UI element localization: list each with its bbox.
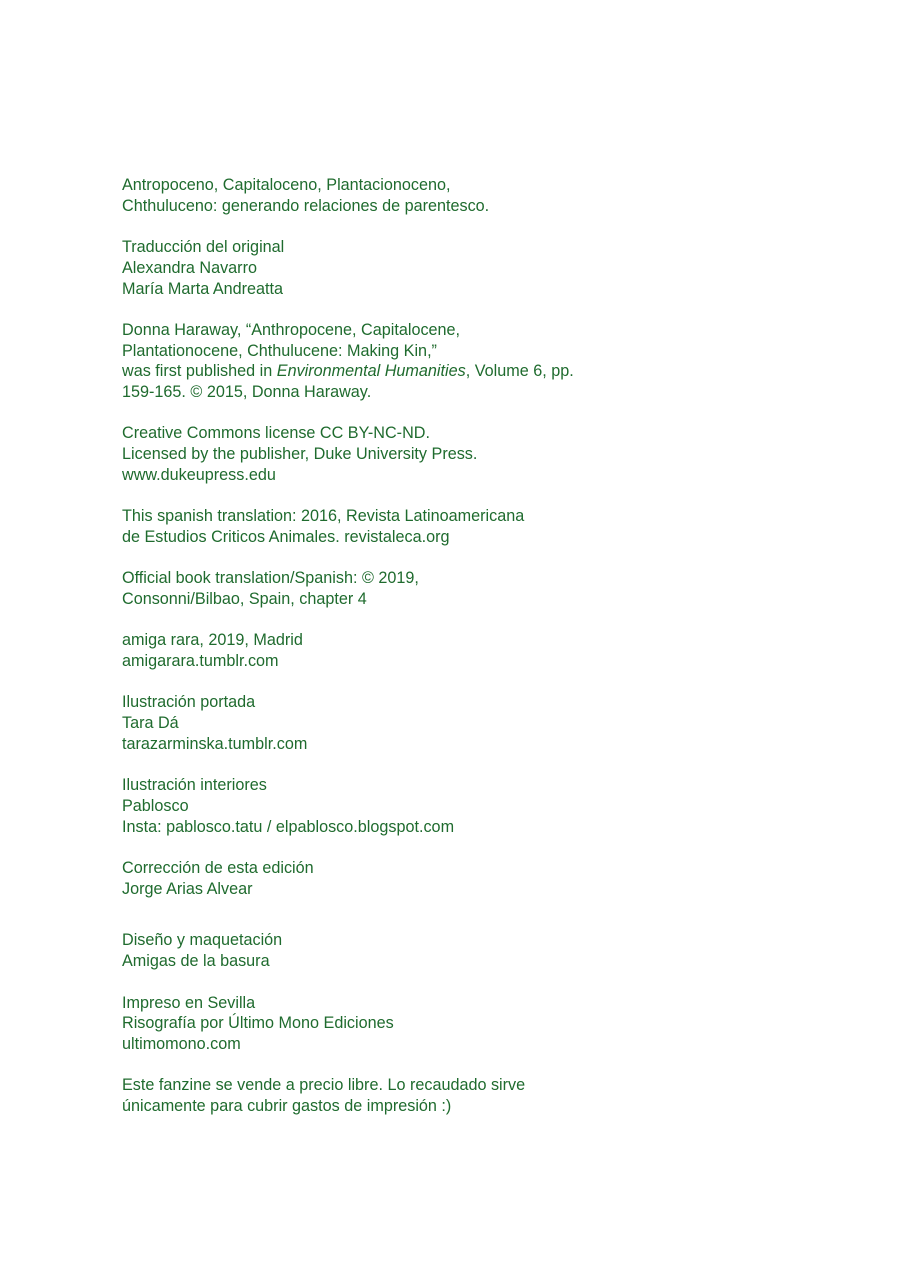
publisher-block xyxy=(122,630,822,671)
price-note-line-1: Este fanzine se vende a precio libre. Lo recaudado sirve xyxy=(122,1076,526,1095)
license-line-1: Creative Commons license CC BY-NC-ND. xyxy=(122,424,430,443)
printing-url: ultimomono.com xyxy=(122,1034,241,1053)
printing-line-1: Impreso en Sevilla xyxy=(122,993,256,1012)
official-translation-block xyxy=(122,568,822,609)
original-publication xyxy=(122,320,822,403)
design-block xyxy=(122,930,822,971)
original-line-3-prefix: was first published in xyxy=(122,362,277,381)
cover-illustrator-url: tarazarminska.tumblr.com xyxy=(122,734,308,753)
spanish-translation-block xyxy=(122,506,822,547)
title-block xyxy=(122,175,822,216)
title-line-1: Antropoceno, Capitaloceno, Plantacionoceno, xyxy=(122,176,451,194)
price-note-block xyxy=(122,1075,822,1116)
original-line-2: Plantationocene, Chthulucene: Making Kin,” xyxy=(122,341,437,360)
original-line-1: Donna Haraway, “Anthropocene, Capitalocene, xyxy=(122,320,461,339)
license-url: www.dukeupress.edu xyxy=(122,465,276,484)
original-line-3 xyxy=(122,361,822,382)
title-line-2: Chthuluceno: generando relaciones de parentesco. xyxy=(122,196,490,215)
translation-heading: Traducción del original xyxy=(122,238,285,257)
interior-illustration-heading: Ilustración interiores xyxy=(122,776,267,795)
spanish-translation-line-2: de Estudios Criticos Animales. revistaleca.org xyxy=(122,527,450,546)
translation-credits xyxy=(122,237,822,299)
official-translation-line-2: Consonni/Bilbao, Spain, chapter 4 xyxy=(122,589,367,608)
cover-illustration-heading: Ilustración portada xyxy=(122,693,256,712)
price-note-line-2: únicamente para cubrir gastos de impresión :) xyxy=(122,1097,452,1116)
official-translation-line-1: Official book translation/Spanish: © 2019, xyxy=(122,569,419,588)
cover-illustration-block xyxy=(122,692,822,754)
interior-illustrator-name: Pablosco xyxy=(122,796,189,815)
publisher-url: amigarara.tumblr.com xyxy=(122,652,279,671)
printing-block xyxy=(122,993,822,1055)
proofreading-block xyxy=(122,858,822,899)
original-line-3-suffix: , Volume 6, pp. xyxy=(465,362,574,381)
translator-name: Alexandra Navarro xyxy=(122,258,257,277)
original-line-4: 159-165. © 2015, Donna Haraway. xyxy=(122,383,372,401)
interior-illustrator-url: Insta: pablosco.tatu / elpablosco.blogspot.com xyxy=(122,817,455,836)
colophon-page xyxy=(122,175,822,1137)
printing-line-2: Risografía por Último Mono Ediciones xyxy=(122,1014,394,1033)
designer-name: Amigas de la basura xyxy=(122,952,270,971)
interior-illustration-block xyxy=(122,775,822,837)
publisher-line: amiga rara, 2019, Madrid xyxy=(122,631,303,650)
license-line-2: Licensed by the publisher, Duke University Press. xyxy=(122,445,478,464)
license-block xyxy=(122,423,822,485)
spanish-translation-line-1: This spanish translation: 2016, Revista Latinoamericana xyxy=(122,507,525,526)
cover-illustrator-name: Tara Dá xyxy=(122,714,179,733)
translator-name: María Marta Andreatta xyxy=(122,279,284,298)
proofreader-name: Jorge Arias Alvear xyxy=(122,879,253,898)
proofreading-heading: Corrección de esta edición xyxy=(122,859,314,878)
design-heading: Diseño y maquetación xyxy=(122,931,283,950)
journal-title: Environmental Humanities xyxy=(276,362,466,381)
